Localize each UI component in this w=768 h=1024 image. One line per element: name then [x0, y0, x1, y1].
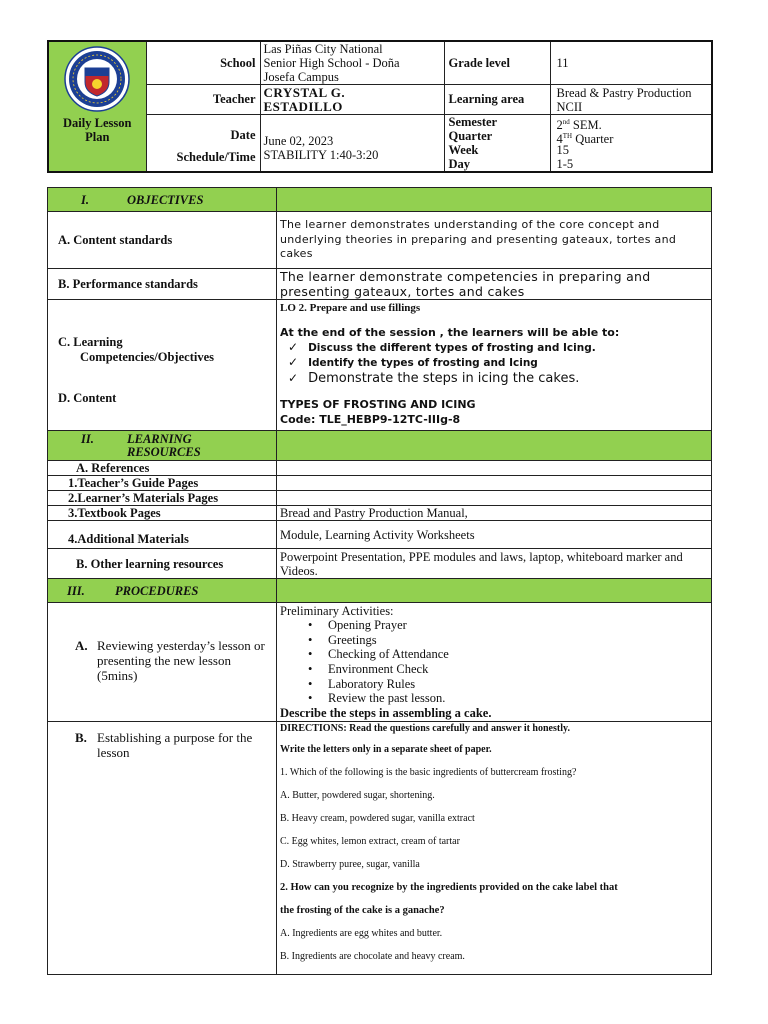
date-label: Date [230, 128, 256, 142]
quiz-directions: DIRECTIONS: Read the questions carefully and answer it honestly. [280, 723, 570, 735]
preliminary-item: • Checking of Attendance [308, 647, 708, 662]
textbook-value: Bread and Pastry Production Manual, [277, 506, 712, 521]
references-label: A. References [48, 461, 277, 476]
describe-line: Describe the steps in assembling a cake. [280, 706, 492, 721]
resources-section-row [48, 431, 712, 461]
additional-materials-label: 4.Additional Materials [48, 521, 277, 549]
week-label: Week [448, 143, 479, 157]
textbook-row [48, 506, 712, 521]
quiz-choice: A. Ingredients are egg whites and butter. [280, 928, 443, 940]
date-schedule-labels [146, 115, 260, 173]
quiz-question: 1. Which of the following is the basic ingredients of buttercream frosting? [280, 767, 577, 779]
quiz-line: Write the letters only in a separate sheet of paper. [280, 744, 492, 756]
procedure-b-letter: B. [75, 730, 87, 746]
week-value: 15 [556, 143, 569, 157]
preliminary-item: • Greetings [308, 633, 708, 648]
school-label: School [146, 41, 260, 85]
preliminary-list [280, 618, 708, 706]
quiz-choice: D. Strawberry puree, sugar, vanilla [280, 859, 420, 871]
preliminary-title: Preliminary Activities: [280, 604, 394, 618]
dlp-title-cell [48, 41, 146, 172]
other-resources-label: B. Other learning resources [48, 549, 277, 579]
teachers-guide-label: 1.Teacher’s Guide Pages [48, 476, 277, 491]
quiz-choice: C. Egg whites, lemon extract, cream of tartar [280, 836, 460, 848]
content-d-label: D. Content [58, 390, 117, 405]
objective-item: ✓ Demonstrate the steps in icing the cakes. [288, 370, 708, 387]
preliminary-item: • Laboratory Rules [308, 677, 708, 692]
quiz-question: 2. How can you recognize by the ingredients provided on the cake label that [280, 882, 618, 894]
day-label: Day [448, 157, 471, 171]
objectives-heading: I. OBJECTIVES [48, 188, 277, 212]
session-line: At the end of the session , the learners will be able to: [280, 326, 620, 339]
learners-materials-row [48, 491, 712, 506]
teacher-label: Teacher [146, 85, 260, 115]
other-resources-value: Powerpoint Presentation, PPE modules and laws, laptop, whiteboard marker and Videos. [277, 549, 712, 579]
grade-value: 11 [550, 41, 712, 85]
additional-materials-row [48, 521, 712, 549]
topic-code: Code: TLE_HEBP9-12TC-IIIg-8 [280, 413, 461, 426]
procedure-b-label-cell [48, 722, 277, 975]
performance-standards-text: The learner demonstrate competencies in preparing and presenting gateaux, tortes and cakes [277, 269, 712, 300]
quiz-choice: B. Heavy cream, powdered sugar, vanilla extract [280, 813, 475, 825]
date-value: June 02, 2023 [263, 134, 334, 148]
performance-standards-row [48, 269, 712, 300]
procedure-a-row [48, 603, 712, 722]
date-schedule-values [260, 115, 444, 173]
teacher-value: CRYSTAL G. ESTADILLO [260, 85, 444, 115]
content-standards-text: The learner demonstrates understanding of the core concept and underlying theories in preparing and presenting gateaux, tortes and cakes [277, 212, 712, 269]
lo-line: LO 2. Prepare and use fillings [280, 302, 421, 314]
preliminary-item: • Review the past lesson. [308, 691, 708, 706]
procedure-a-letter: A. [75, 637, 88, 653]
quarter-label: Quarter [448, 129, 493, 143]
term-labels [444, 115, 550, 173]
content-standards-label: A. Content standards [48, 212, 277, 269]
competencies-row [48, 300, 712, 431]
other-resources-row [48, 549, 712, 579]
competencies-label-cell: C. Learning Competencies/Objectives D. Content [48, 300, 277, 431]
performance-standards-label: B. Performance standards [48, 269, 277, 300]
objectives-section-row [48, 188, 712, 212]
procedure-b-quiz [277, 722, 712, 975]
procedures-heading: III. PROCEDURES [48, 579, 277, 603]
deped-seal-icon [59, 46, 135, 112]
semester-value: 2nd SEM. [556, 118, 602, 133]
topic-title: TYPES OF FROSTING AND ICING [280, 398, 476, 411]
procedure-a-content [277, 603, 712, 722]
term-values [550, 115, 712, 173]
area-label: Learning area [444, 85, 550, 115]
objective-item: ✓ Discuss the different types of frosting and Icing. [288, 340, 708, 355]
quiz-question: the frosting of the cake is a ganache? [280, 905, 445, 917]
learners-materials-label: 2.Learner’s Materials Pages [48, 491, 277, 506]
objective-checklist [280, 340, 708, 387]
teachers-guide-row [48, 476, 712, 491]
content-standards-row [48, 212, 712, 269]
lesson-plan-table [47, 187, 712, 975]
semester-label: Semester [448, 115, 498, 129]
competencies-label: C. Learning [58, 334, 123, 349]
header-table [47, 40, 713, 173]
procedure-a-label-cell [48, 603, 277, 722]
preliminary-item: • Environment Check [308, 662, 708, 677]
quarter-value: 4TH Quarter [556, 132, 614, 147]
additional-materials-value: Module, Learning Activity Worksheets [277, 521, 712, 549]
schedule-label: Schedule/Time [176, 150, 256, 164]
quiz-choice: A. Butter, powdered sugar, shortening. [280, 790, 435, 802]
quiz-choice: B. Ingredients are chocolate and heavy cream. [280, 951, 465, 963]
procedure-b-label: Establishing a purpose for the lesson [97, 730, 253, 761]
procedure-a-label: Reviewing yesterday’s lesson or presenting the new lesson (5mins) [97, 637, 265, 683]
procedure-b-row [48, 722, 712, 975]
area-value: Bread & Pastry Production NCII [550, 85, 712, 115]
schedule-value: STABILITY 1:40-3:20 [263, 148, 379, 162]
school-value: Las Piñas City National Senior High School - Doña Josefa Campus [260, 41, 444, 85]
day-value: 1-5 [556, 157, 574, 171]
objective-item: ✓ Identify the types of frosting and Icing [288, 355, 708, 370]
references-row [48, 461, 712, 476]
competencies-content-cell [277, 300, 712, 431]
procedures-section-row [48, 579, 712, 603]
resources-heading: II. LEARNING RESOURCES [48, 431, 277, 461]
textbook-label: 3.Textbook Pages [48, 506, 277, 521]
grade-label: Grade level [444, 41, 550, 85]
dlp-title: Daily Lesson Plan [63, 116, 132, 144]
preliminary-item: • Opening Prayer [308, 618, 708, 633]
